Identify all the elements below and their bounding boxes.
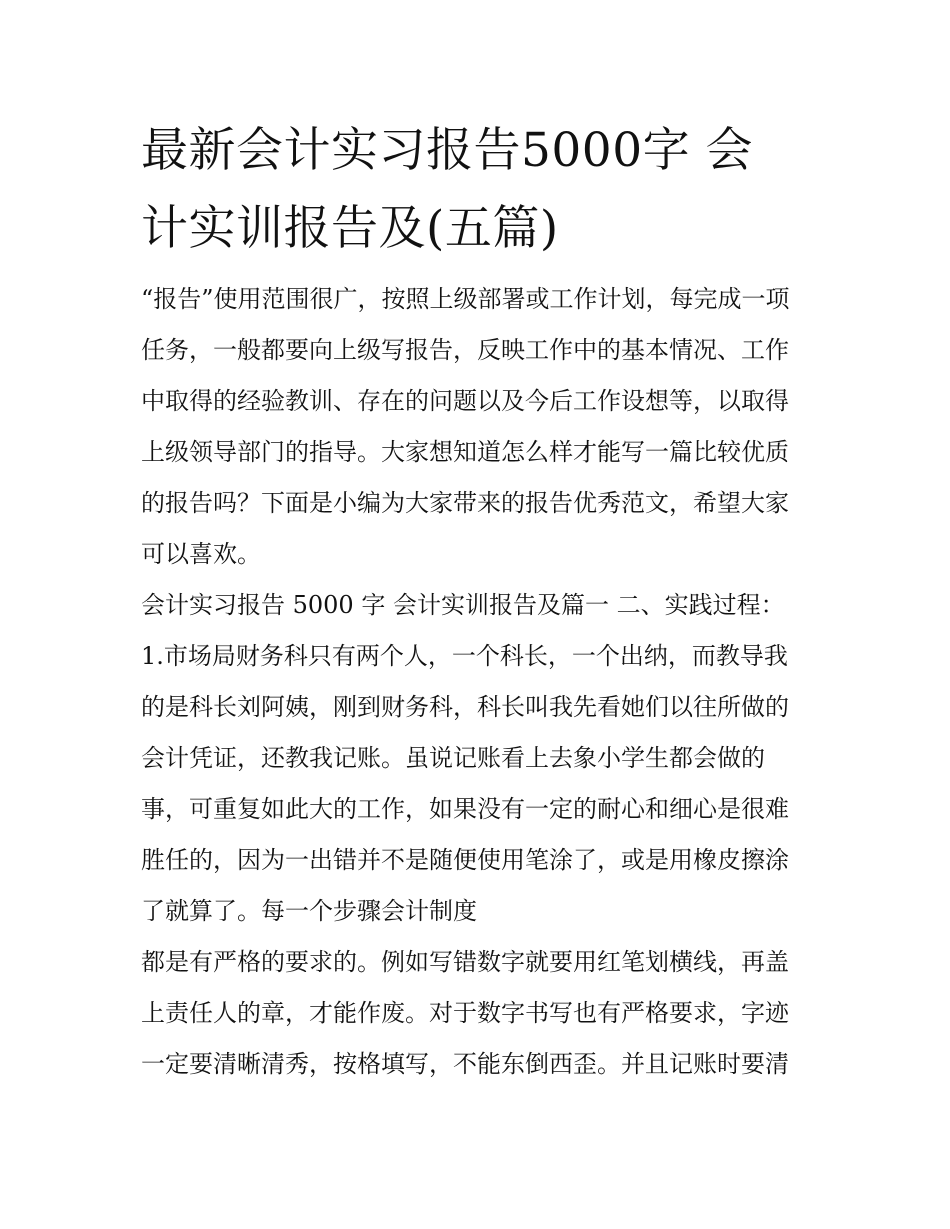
title-line-1: 最新会计实习报告5000字 会 [141, 123, 754, 178]
intro-line-2: 任务，一般都要向上级写报告，反映工作中的基本情况、工作 [141, 336, 789, 364]
body-line-1: 1.市场局财务科只有两个人，一个科长，一个出纳，而教导我 [141, 642, 788, 670]
body-paragraph [141, 631, 813, 1090]
document-content [141, 112, 813, 1090]
section-heading-text: 会计实习报告 5000 字 会计实训报告及篇一 二、实践过程： [141, 591, 785, 619]
body-line-5: 胜任的，因为一出错并不是随便使用笔涂了，或是用橡皮擦涂 [141, 846, 789, 874]
body-line-9: 一定要清晰清秀，按格填写，不能东倒西歪。并且记账时要清 [141, 1050, 789, 1078]
body-line-4: 事，可重复如此大的工作，如果没有一定的耐心和细心是很难 [141, 795, 789, 823]
intro-line-5: 的报告吗？下面是小编为大家带来的报告优秀范文，希望大家 [141, 489, 789, 517]
body-line-8: 上责任人的章，才能作废。对于数字书写也有严格要求，字迹 [141, 999, 789, 1027]
intro-line-6: 可以喜欢。 [141, 540, 261, 568]
body-line-6: 了就算了。每一个步骤会计制度 [141, 897, 477, 925]
intro-line-1: “报告”使用范围很广，按照上级部署或工作计划，每完成一项 [141, 285, 790, 313]
document-title [141, 112, 813, 268]
intro-paragraph [141, 274, 813, 580]
body-line-7: 都是有严格的要求的。例如写错数字就要用红笔划横线，再盖 [141, 948, 789, 976]
title-line-2: 计实训报告及(五篇) [141, 201, 559, 256]
body-line-3: 会计凭证，还教我记账。虽说记账看上去象小学生都会做的 [141, 744, 765, 772]
intro-line-3: 中取得的经验教训、存在的问题以及今后工作设想等，以取得 [141, 387, 789, 415]
body-line-2: 的是科长刘阿姨，刚到财务科，科长叫我先看她们以往所做的 [141, 693, 789, 721]
intro-line-4: 上级领导部门的指导。大家想知道怎么样才能写一篇比较优质 [141, 438, 789, 466]
section-heading [141, 580, 813, 631]
